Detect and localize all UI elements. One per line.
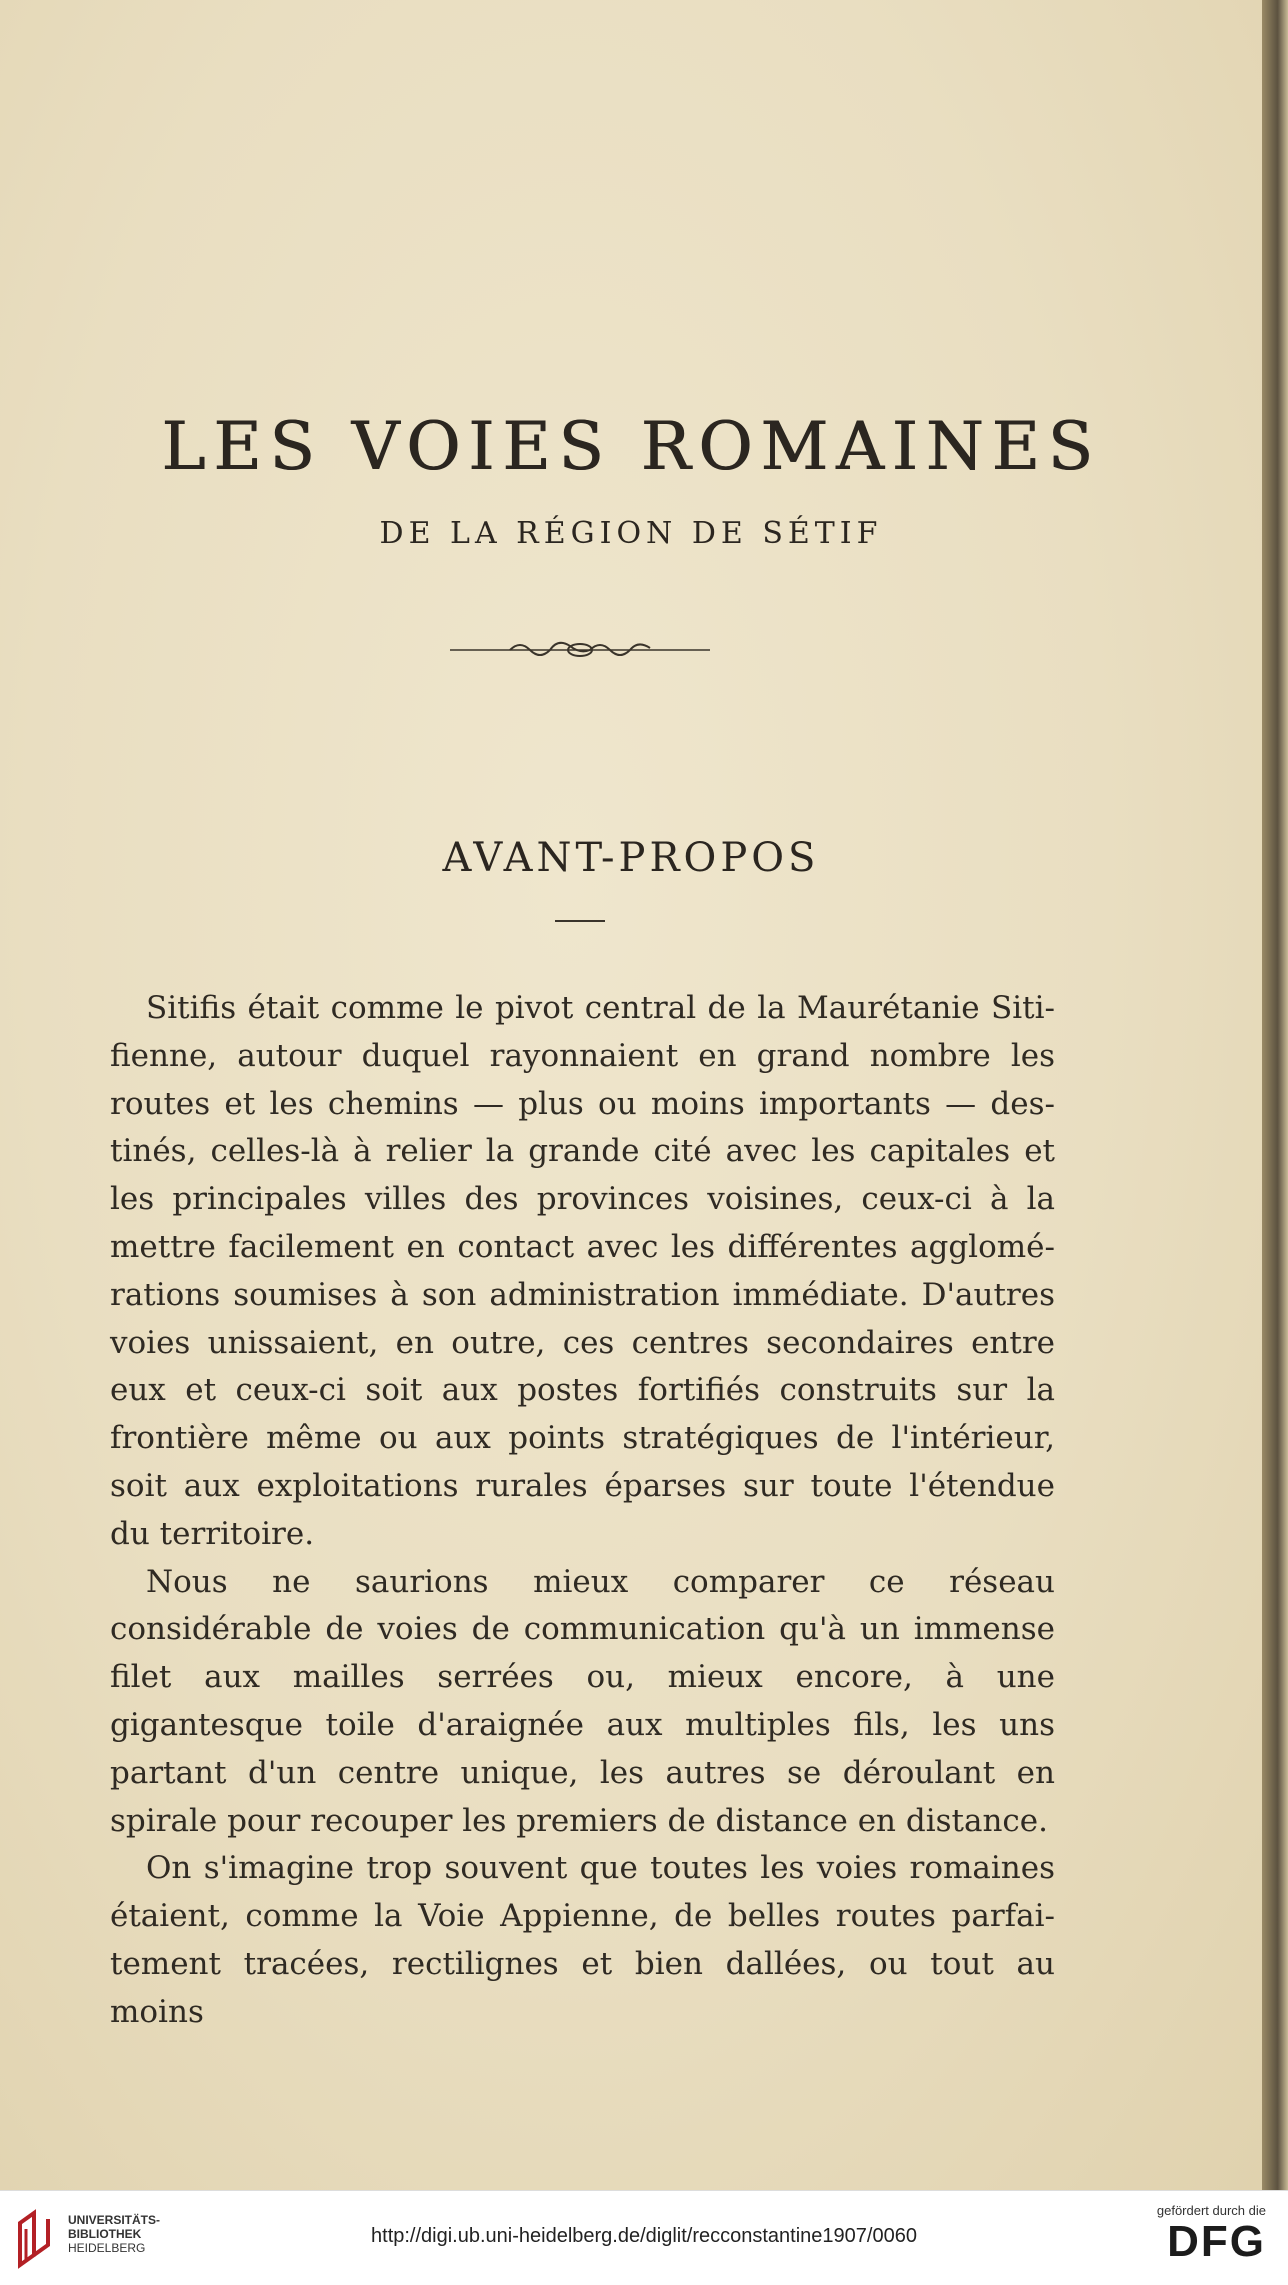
funder-label: gefördert durch die (1156, 2203, 1266, 2218)
body-text (110, 985, 1055, 2037)
document-subtitle: DE LA RÉGION DE SÉTIF (379, 516, 883, 551)
library-name-line: BIBLIOTHEK (68, 2227, 142, 2241)
dfg-logo: DFG (1167, 2217, 1266, 2266)
section-heading: AVANT-PROPOS (442, 835, 820, 881)
footer-bar (0, 2190, 1288, 2285)
heading-rule (555, 920, 605, 922)
source-url[interactable]: http://digi.ub.uni-heidelberg.de/diglit/recconstantine1907/0060 (371, 2225, 917, 2247)
document-title: LES VOIES ROMAINES (161, 408, 1101, 485)
paragraph: Sitifis était comme le pivot central de la Maurétanie Sitifienne, autour duquel rayonnaient en grand nombre les routes et les chemins — plus ou moins importants — destinés, celles-là à relier la grande cité avec les capitales et les principales villes des provinces voisines, ceux-ci à la mettre facilement en contact avec les différentes agglomérations soumises à son administration immédiate. D'autres voies unissaient, en outre, ces centres secondaires entre eux et ceux-ci soit aux postes fortifiés construits sur la frontière même ou aux points stratégiques de l'intérieur, soit aux exploitations rurales éparses sur toute l'étendue du territoire. (110, 990, 1055, 1552)
funder-block[interactable] (1136, 2203, 1266, 2266)
paragraph: On s'imagine trop souvent que toutes les voies romaines étaient, comme la Voie Appienne, de belles routes parfaitement tracées, rectilignes et bien dallées, ou tout au moins (110, 1850, 1055, 2030)
library-name-line: UNIVERSITÄTS- (68, 2213, 161, 2227)
book-edge (1262, 0, 1288, 2190)
paragraph: Nous ne saurions mieux comparer ce réseau considérable de voies de communication qu'à un immense filet aux mailles serrées ou, mieux encore, à une gigantesque toile d'araignée aux multiples fils, les uns partant d'un centre unique, les autres se déroulant en spirale pour recouper les premiers de distance en distance. (110, 1563, 1055, 1839)
ornament-divider (450, 630, 710, 670)
library-name-line: HEIDELBERG (68, 2241, 146, 2255)
